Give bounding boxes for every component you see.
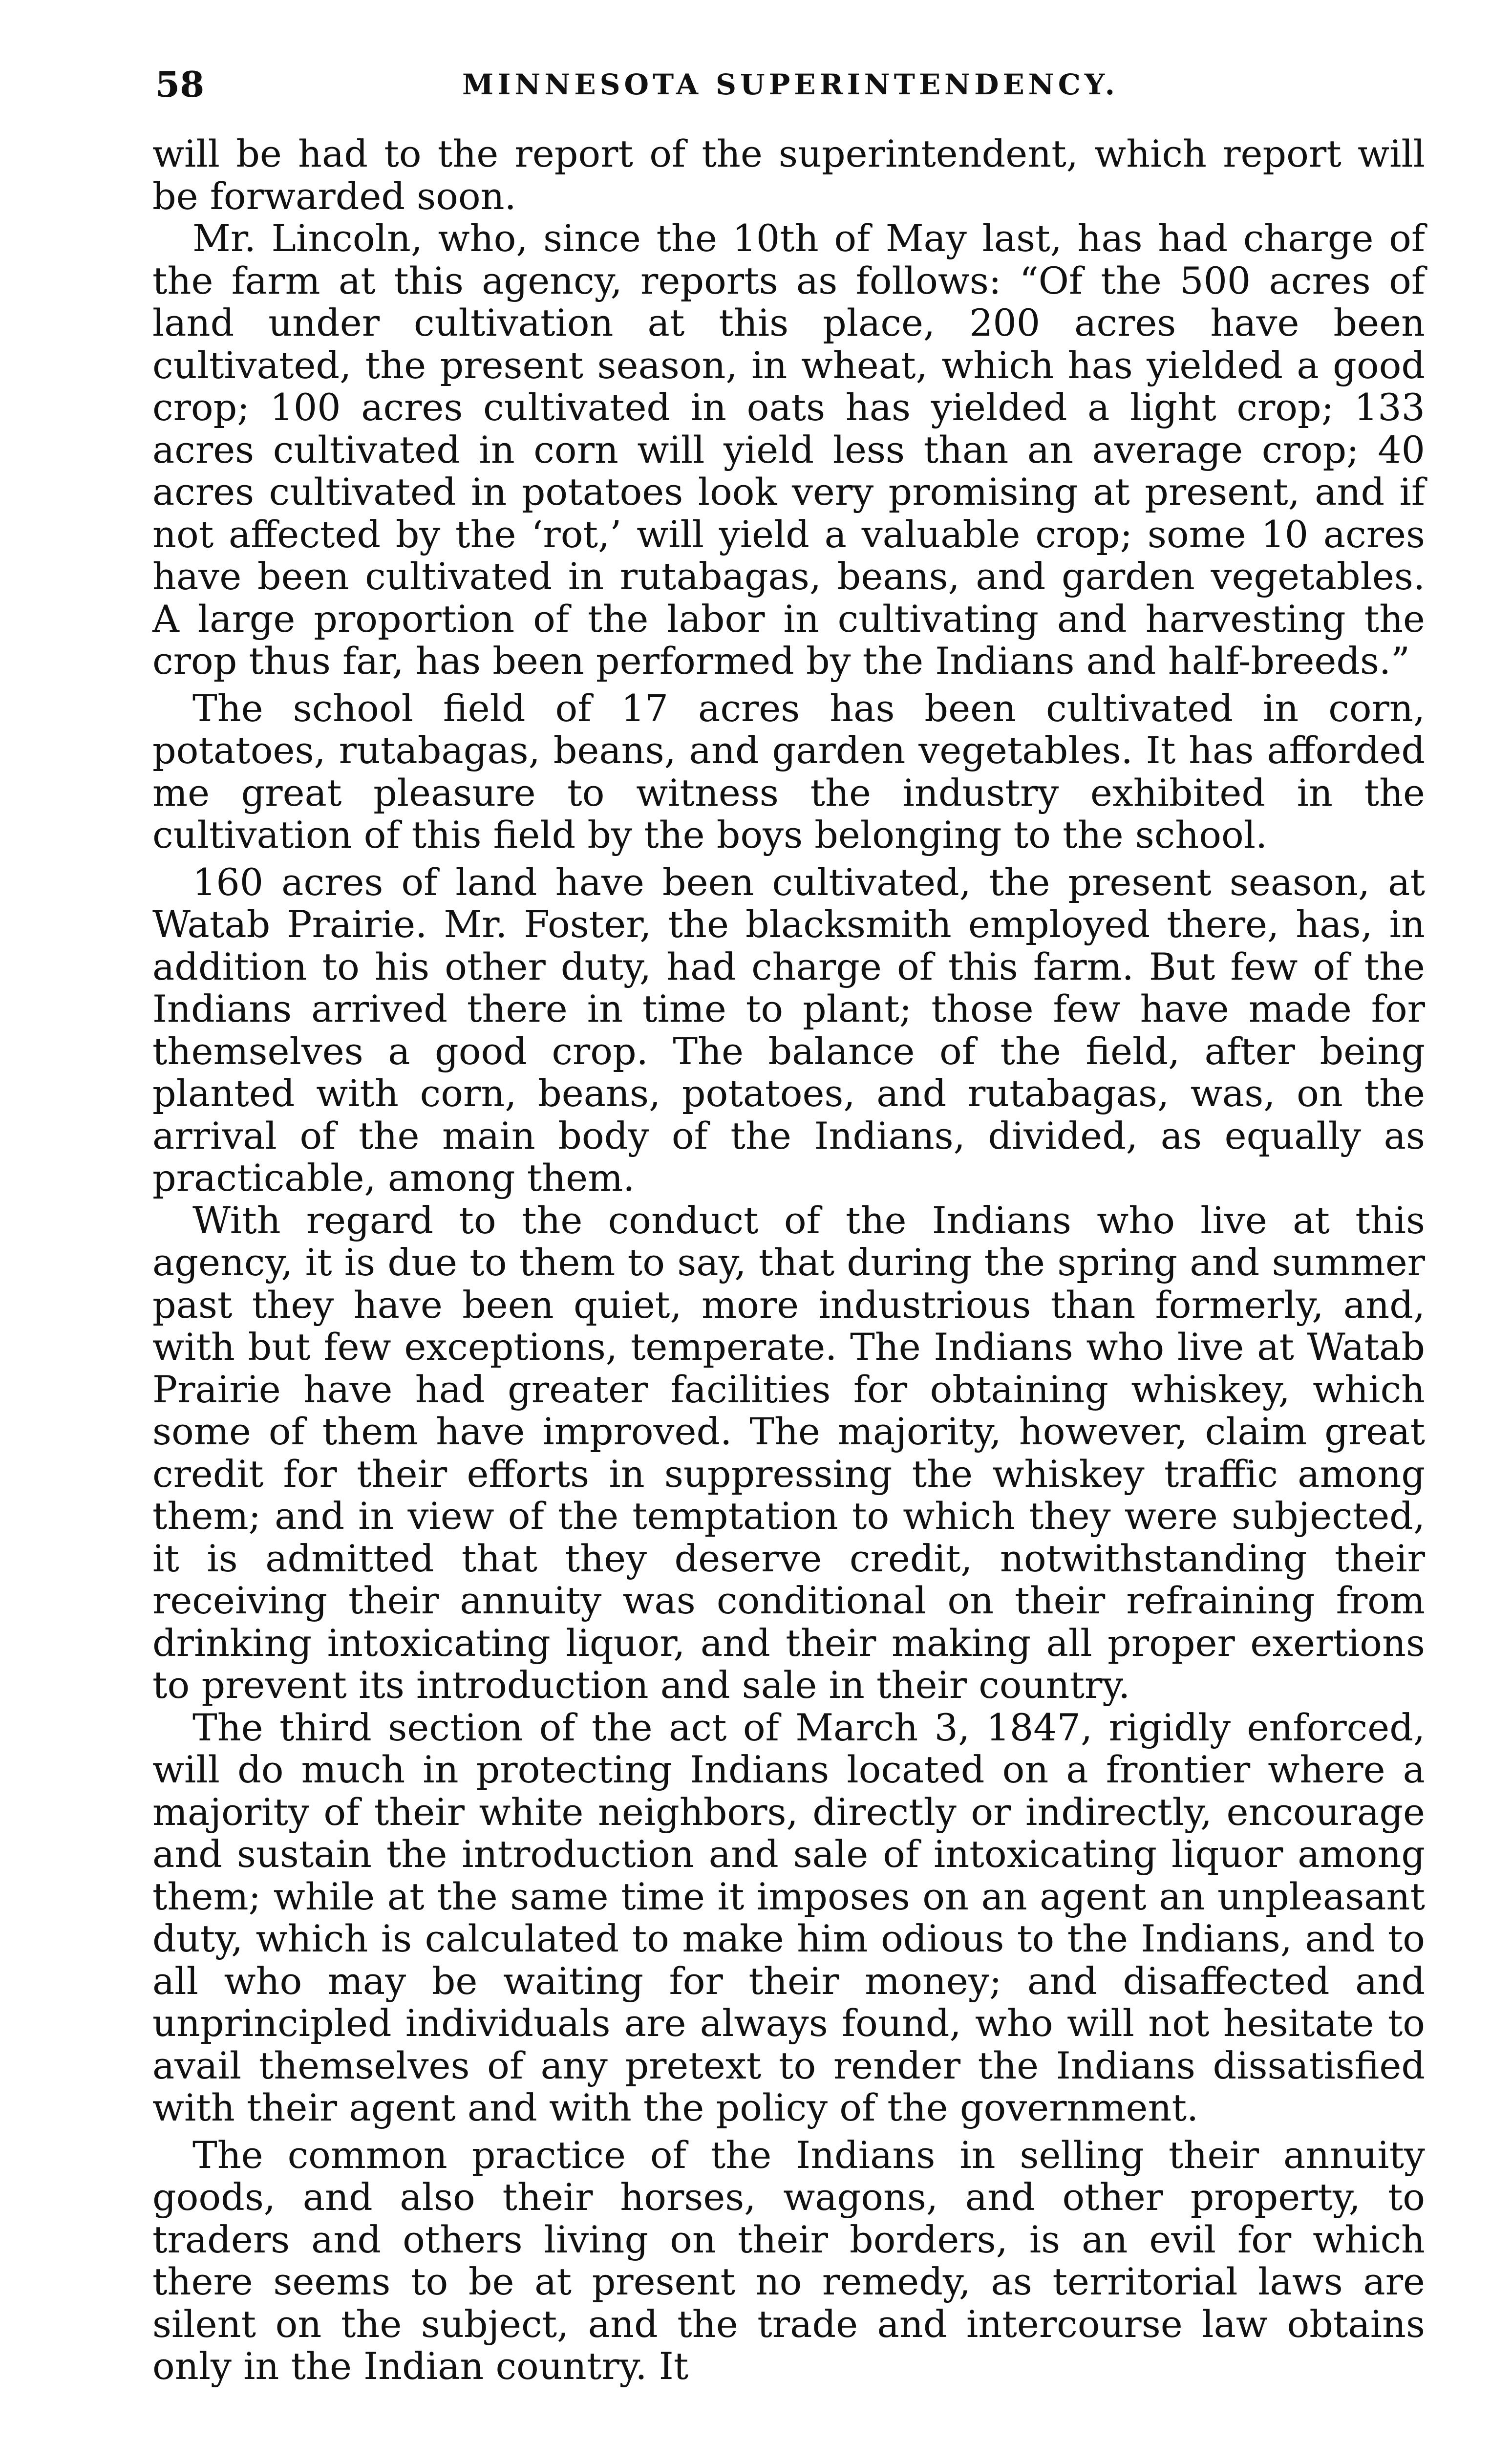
paragraph-continued: will be had to the report of the superintendent, which report will be forwarded soon. xyxy=(152,132,1425,218)
paragraph-annuity-goods: The common practice of the Indians in selling their annuity goods, and also their horses, wagons, and other property, to traders and others living on their borders, is an evil for which there seems to be at present no remedy, as territorial laws are silent on the subject, and the trade and intercourse law obtains only in the Indian country. It xyxy=(152,2133,1425,2388)
paragraph-indian-conduct: With regard to the conduct of the Indians who live at this agency, it is due to them to say, that during the spring and summer past they have been quiet, more industrious than formerly, and, with but few exceptions, temperate. The Indians who live at Watab Prairie have had greater facilities for obtaining whiskey, which some of them have improved. The majority, however, claim great credit for their efforts in suppressing the whiskey traffic among them; and in view of the temptation to which they were subjected, it is admitted that they deserve credit, notwithstanding their receiving their annuity was conditional on their refraining from drinking intoxicating liquor, and their making all proper exertions to prevent its introduction and sale in their country. xyxy=(152,1198,1425,1707)
paragraph-farm-report: Mr. Lincoln, who, since the 10th of May last, has had charge of the farm at this agency, reports as follows: “Of the 500 acres of land under cultivation at this place, 200 acres have been cultivated, the present season, in wheat, which has yielded a good crop; 100 acres cultivated in oats has yielded a light crop; 133 acres cultivated in corn will yield less than an average crop; 40 acres cultivated in potatoes look very promising at present, and if not affected by the ‘rot,’ will yield a valuable crop; some 10 acres have been cultivated in rutabagas, beans, and garden vegetables. A large proportion of the labor in cultivating and harvesting the crop thus far, has been performed by the Indians and half-breeds.” xyxy=(152,216,1425,683)
body-text xyxy=(152,133,1425,2388)
paragraph-watab-prairie: 160 acres of land have been cultivated, the present season, at Watab Prairie. Mr. Foster, the blacksmith employed there, has, in addition to his other duty, had charge of this farm. But few of the Indians arrived there in time to plant; those few have made for themselves a good crop. The balance of the field, after being planted with corn, beans, potatoes, and rutabagas, was, on the arrival of the main body of the Indians, divided, as equally as practicable, among them. xyxy=(152,860,1425,1200)
paragraph-act-of-1847: The third section of the act of March 3, 1847, rigidly enforced, will do much in protecting Indians located on a frontier where a majority of their white neighbors, directly or indirectly, encourage and sustain the introduction and sale of intoxicating liquor among them; while at the same time it imposes on an agent an unpleasant duty, which is calculated to make him odious to the Indians, and to all who may be waiting for their money; and disaffected and unprincipled individuals are always found, who will not hesitate to avail themselves of any pretext to render the Indians dissatisfied with their agent and with the policy of the government. xyxy=(152,1705,1425,2129)
page-number: 58 xyxy=(155,64,205,105)
paragraph-school-field: The school field of 17 acres has been cultivated in corn, potatoes, rutabagas, beans, and garden vegetables. It has afforded me great pleasure to witness the industry exhibited in the cultivation of this field by the boys belonging to the school. xyxy=(152,686,1425,857)
running-title: MINNESOTA SUPERINTENDENCY. xyxy=(462,68,1119,101)
running-header xyxy=(155,58,1426,111)
